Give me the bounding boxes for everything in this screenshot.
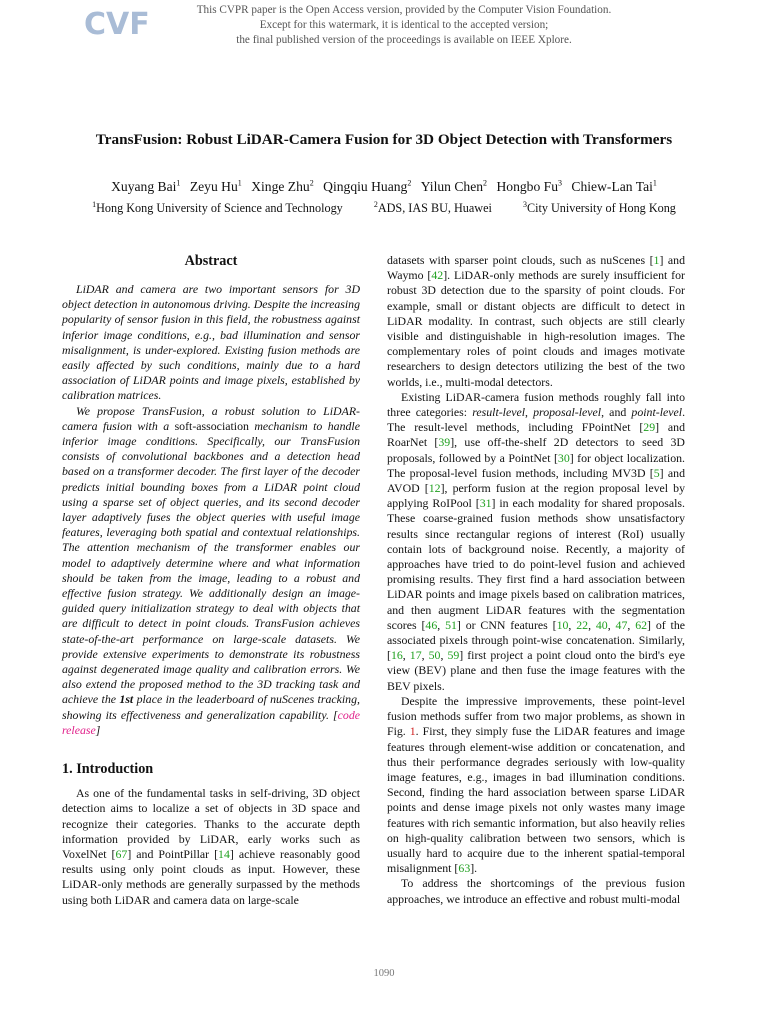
body-paragraph xyxy=(387,390,685,694)
author-name: Chiew-Lan Tai xyxy=(571,179,653,194)
text-run: , xyxy=(525,405,534,420)
citation-link[interactable]: 51 xyxy=(445,617,457,632)
author xyxy=(111,179,180,194)
text-run: , xyxy=(440,648,448,663)
citation-link[interactable]: 30 xyxy=(557,450,570,465)
page-number: 1090 xyxy=(373,968,395,979)
author-name: Xinge Zhu xyxy=(251,179,310,194)
author-affiliation-mark: 1 xyxy=(652,178,657,188)
author-affiliation-mark: 1 xyxy=(176,178,181,188)
code-release-link[interactable]: code release xyxy=(62,707,360,737)
emphasized-term: 1st xyxy=(119,692,134,707)
citation-link[interactable]: 1 xyxy=(653,253,660,267)
text-run: As one of the fundamental tasks in self-driving, 3D object detection aims to localize a set of objects in 3D space and recognize their categories. Thanks to the accurate depth information provided by LiDAR, early works such as VoxelNet [ xyxy=(62,786,360,861)
text-run: . The result-level methods, including FPointNet [ xyxy=(387,405,686,435)
citation-link[interactable]: 47 xyxy=(615,617,628,632)
text-run: , and xyxy=(601,405,632,420)
author xyxy=(251,179,314,194)
citation-link[interactable]: 16 xyxy=(390,648,403,663)
watermark-line: Except for this watermark, it is identical to the accepted version; xyxy=(259,19,549,31)
text-run: ] achieve reasonably good results using only point clouds as input. However, these LiDAR-only methods are generally surpassed by the methods using both LiDAR and camera data on large-scale xyxy=(62,846,361,907)
citation-link[interactable]: 63 xyxy=(458,861,471,876)
body-paragraph xyxy=(387,253,685,390)
author-affiliation-mark: 2 xyxy=(407,178,412,188)
text-run: ] xyxy=(95,722,101,737)
text-run: . First, they simply fuse the LiDAR features and image features through element-wise addition or concatenation, and thus their performance degrades seriously with low-quality image features, e.g., images in bad illumination conditions. Second, finding the hard association between sparse LiDAR points and dense image pixels not only wastes many image features with rich semantic information, but also heavily relies on high-quality calibration between two sensors, which is usually hard to acquire due to the inherent spatial-temporal misalignment [ xyxy=(387,724,685,876)
text-run: ] in each modality for shared proposals. These coarse-grained fusion methods show unsatisfactory results since rectangular regions of interest (RoI) usually contain lots of background noise. Recently, a majority of approaches have tried to do point-level fusion and achieved promising results. They first find a hard association between LiDAR points and image pixels based on calibration matrices, and then augment LiDAR features with the segmentation scores [ xyxy=(387,496,685,632)
upright-term: soft-association xyxy=(174,418,249,433)
author-affiliation-mark: 3 xyxy=(558,178,563,188)
text-run: To address the shortcomings of the previous fusion approaches, we introduce an effective and robust multi-modal xyxy=(387,876,685,906)
cvf-logo xyxy=(84,4,150,42)
abstract-heading: Abstract xyxy=(184,253,238,269)
affiliation-name: Hong Kong University of Science and Technology xyxy=(96,201,343,215)
author xyxy=(190,179,242,194)
figure-reference-link[interactable]: 1 xyxy=(409,724,416,739)
body-paragraph xyxy=(387,876,685,906)
text-run: place in the leaderboard of nuScenes tracking, showing its effectiveness and generalization capability. [ xyxy=(62,692,360,722)
paper-title: TransFusion: Robust LiDAR-Camera Fusion for 3D Object Detection with Transformers xyxy=(95,131,673,148)
author-name: Qingqiu Huang xyxy=(323,179,408,194)
text-run: ] of the associated pixels through point-wise concatenation. Similarly, [ xyxy=(387,617,686,663)
text-run: ] for object localization. The proposal-level fusion methods, including MV3D [ xyxy=(387,450,685,480)
citation-link[interactable]: 5 xyxy=(653,465,660,480)
affiliation-number: 3 xyxy=(522,199,527,209)
author-name: Hongbo Fu xyxy=(496,179,559,194)
text-run: ] or CNN features [ xyxy=(456,617,557,632)
body-paragraph xyxy=(387,694,685,876)
citation-link[interactable]: 31 xyxy=(479,496,492,511)
text-run: ] and RoarNet [ xyxy=(387,420,685,450)
citation-link[interactable]: 40 xyxy=(595,617,608,632)
citation-link[interactable]: 14 xyxy=(218,846,230,861)
affiliation xyxy=(523,201,676,215)
citation-link[interactable]: 67 xyxy=(115,846,128,861)
introduction-paragraph xyxy=(62,786,360,908)
author-affiliation-mark: 2 xyxy=(309,178,314,188)
text-run: , xyxy=(568,617,577,632)
text-run: ]. LiDAR-only methods are surely insufficient for robust 3D detection due to the sparsity of point clouds. For example, small or distant objects are difficult to detect in LiDAR modality. In contrast, such objects are still clearly visible and distinguishable in high-resolution images. The complementary roles of point clouds and images motivate researchers to design detectors utilizing the best of the two worlds, i.e., multi-modal detectors. xyxy=(387,268,685,389)
text-run: mechanism to handle inferior image conditions. Specifically, our TransFusion consists of convolutional backbones and a detection head based on a transformer decoder. The first layer of the decoder predicts initial bounding boxes from a LiDAR point cloud using a sparse set of object queries, and its second decoder layer adaptively fuses the object queries with useful image features, leveraging both spatial and contextual relationships. The attention mechanism of the transformer enables our model to adaptively determine where and what information should be taken from the image, leading to a robust and effective fusion strategy. We additionally design an image-guided query initialization strategy to deal with objects that are difficult to detect in point clouds. TransFusion achieves state-of-the-art performance on large-scale datasets. We provide extensive experiments to demonstrate its robustness against degenerated image quality and calibration errors. We also extend the proposed method to the 3D tracking task and achieve the xyxy=(62,418,360,707)
right-column xyxy=(387,253,685,907)
citation-link[interactable]: 17 xyxy=(409,648,422,663)
text-run: , xyxy=(588,617,596,632)
citation-link[interactable]: 10 xyxy=(556,617,569,632)
citation-link[interactable]: 50 xyxy=(428,648,441,663)
text-run: Despite the impressive improvements, these point-level fusion methods suffer from two major problems, as shown in Fig. xyxy=(387,693,685,739)
author-name: Yilun Chen xyxy=(420,179,484,194)
author xyxy=(421,179,487,194)
affiliation-number: 1 xyxy=(92,199,97,209)
author-affiliation-mark: 1 xyxy=(237,178,242,188)
citation-link[interactable]: 46 xyxy=(425,617,438,632)
text-run: ], use off-the-shelf 2D detectors to seed 3D proposals, followed by a PointNet [ xyxy=(387,435,685,465)
citation-link[interactable]: 12 xyxy=(428,481,441,496)
affiliation-name: ADS, IAS BU, Huawei xyxy=(377,201,492,215)
emphasized-term: point-level xyxy=(631,405,683,420)
text-run: ] and Waymo [ xyxy=(387,253,685,283)
text-run: , xyxy=(437,617,446,632)
text-run: ] first project a point cloud onto the bird's eye view (BEV) plane and then fuse the image features with the BEV pixels. xyxy=(387,648,686,693)
author-list xyxy=(40,178,728,196)
affiliation xyxy=(374,201,492,215)
text-run: , xyxy=(402,648,410,663)
emphasized-term: proposal-level xyxy=(533,405,602,420)
text-run: ]. xyxy=(470,861,478,876)
cvf-logo-text: CVF xyxy=(84,7,150,42)
abstract-paragraph xyxy=(62,282,360,404)
text-run: , xyxy=(607,617,616,632)
citation-link[interactable]: 59 xyxy=(447,648,460,663)
emphasized-term: result-level xyxy=(472,405,526,420)
affiliation-number: 2 xyxy=(373,199,378,209)
affiliation xyxy=(92,201,343,215)
affiliation-list xyxy=(40,200,728,216)
text-run: We propose TransFusion, a robust solution to LiDAR-camera fusion with a xyxy=(62,403,360,433)
citation-link[interactable]: 29 xyxy=(643,420,656,435)
introduction-heading: 1. Introduction xyxy=(62,761,154,778)
text-run: datasets with sparser point clouds, such as nuScenes [ xyxy=(387,253,654,267)
text-run: Existing LiDAR-camera fusion methods roughly fall into three categories: xyxy=(387,389,685,420)
abstract-paragraph xyxy=(62,404,360,738)
text-run: , xyxy=(421,648,429,663)
author-name: Xuyang Bai xyxy=(111,179,177,194)
watermark-line: This CVPR paper is the Open Access version, provided by the Computer Vision Foundation. xyxy=(196,4,612,16)
abstract-body xyxy=(62,282,360,738)
citation-link[interactable]: 39 xyxy=(438,435,451,450)
affiliation-name: City University of Hong Kong xyxy=(526,201,676,215)
watermark-line: the final published version of the proceedings is available on IEEE Xplore. xyxy=(236,34,572,46)
text-run: ] and PointPillar [ xyxy=(127,846,219,861)
text-run: , xyxy=(627,617,636,632)
left-column xyxy=(62,252,360,908)
author-name: Zeyu Hu xyxy=(189,179,238,194)
text-run: ] and AVOD [ xyxy=(387,465,685,496)
citation-link[interactable]: 22 xyxy=(576,617,589,632)
author xyxy=(323,179,411,194)
text-run: LiDAR and camera are two important sensors for 3D object detection in autonomous driving. Despite the increasing popularity of sensor fusion in this field, the robustness against inferior image conditions, e.g., bad illumination and sensor misalignment, is under-explored. Existing fusion methods are easily affected by such conditions, mainly due to a hard association of LiDAR points and image pixels, established by calibration matrices. xyxy=(62,282,360,403)
citation-link[interactable]: 62 xyxy=(635,617,648,632)
author-affiliation-mark: 2 xyxy=(483,178,488,188)
text-run: ], perform fusion at the region proposal level by applying RoIPool [ xyxy=(387,481,685,511)
author xyxy=(496,179,562,194)
author xyxy=(571,179,656,194)
citation-link[interactable]: 42 xyxy=(431,268,444,283)
open-access-watermark xyxy=(150,3,658,48)
